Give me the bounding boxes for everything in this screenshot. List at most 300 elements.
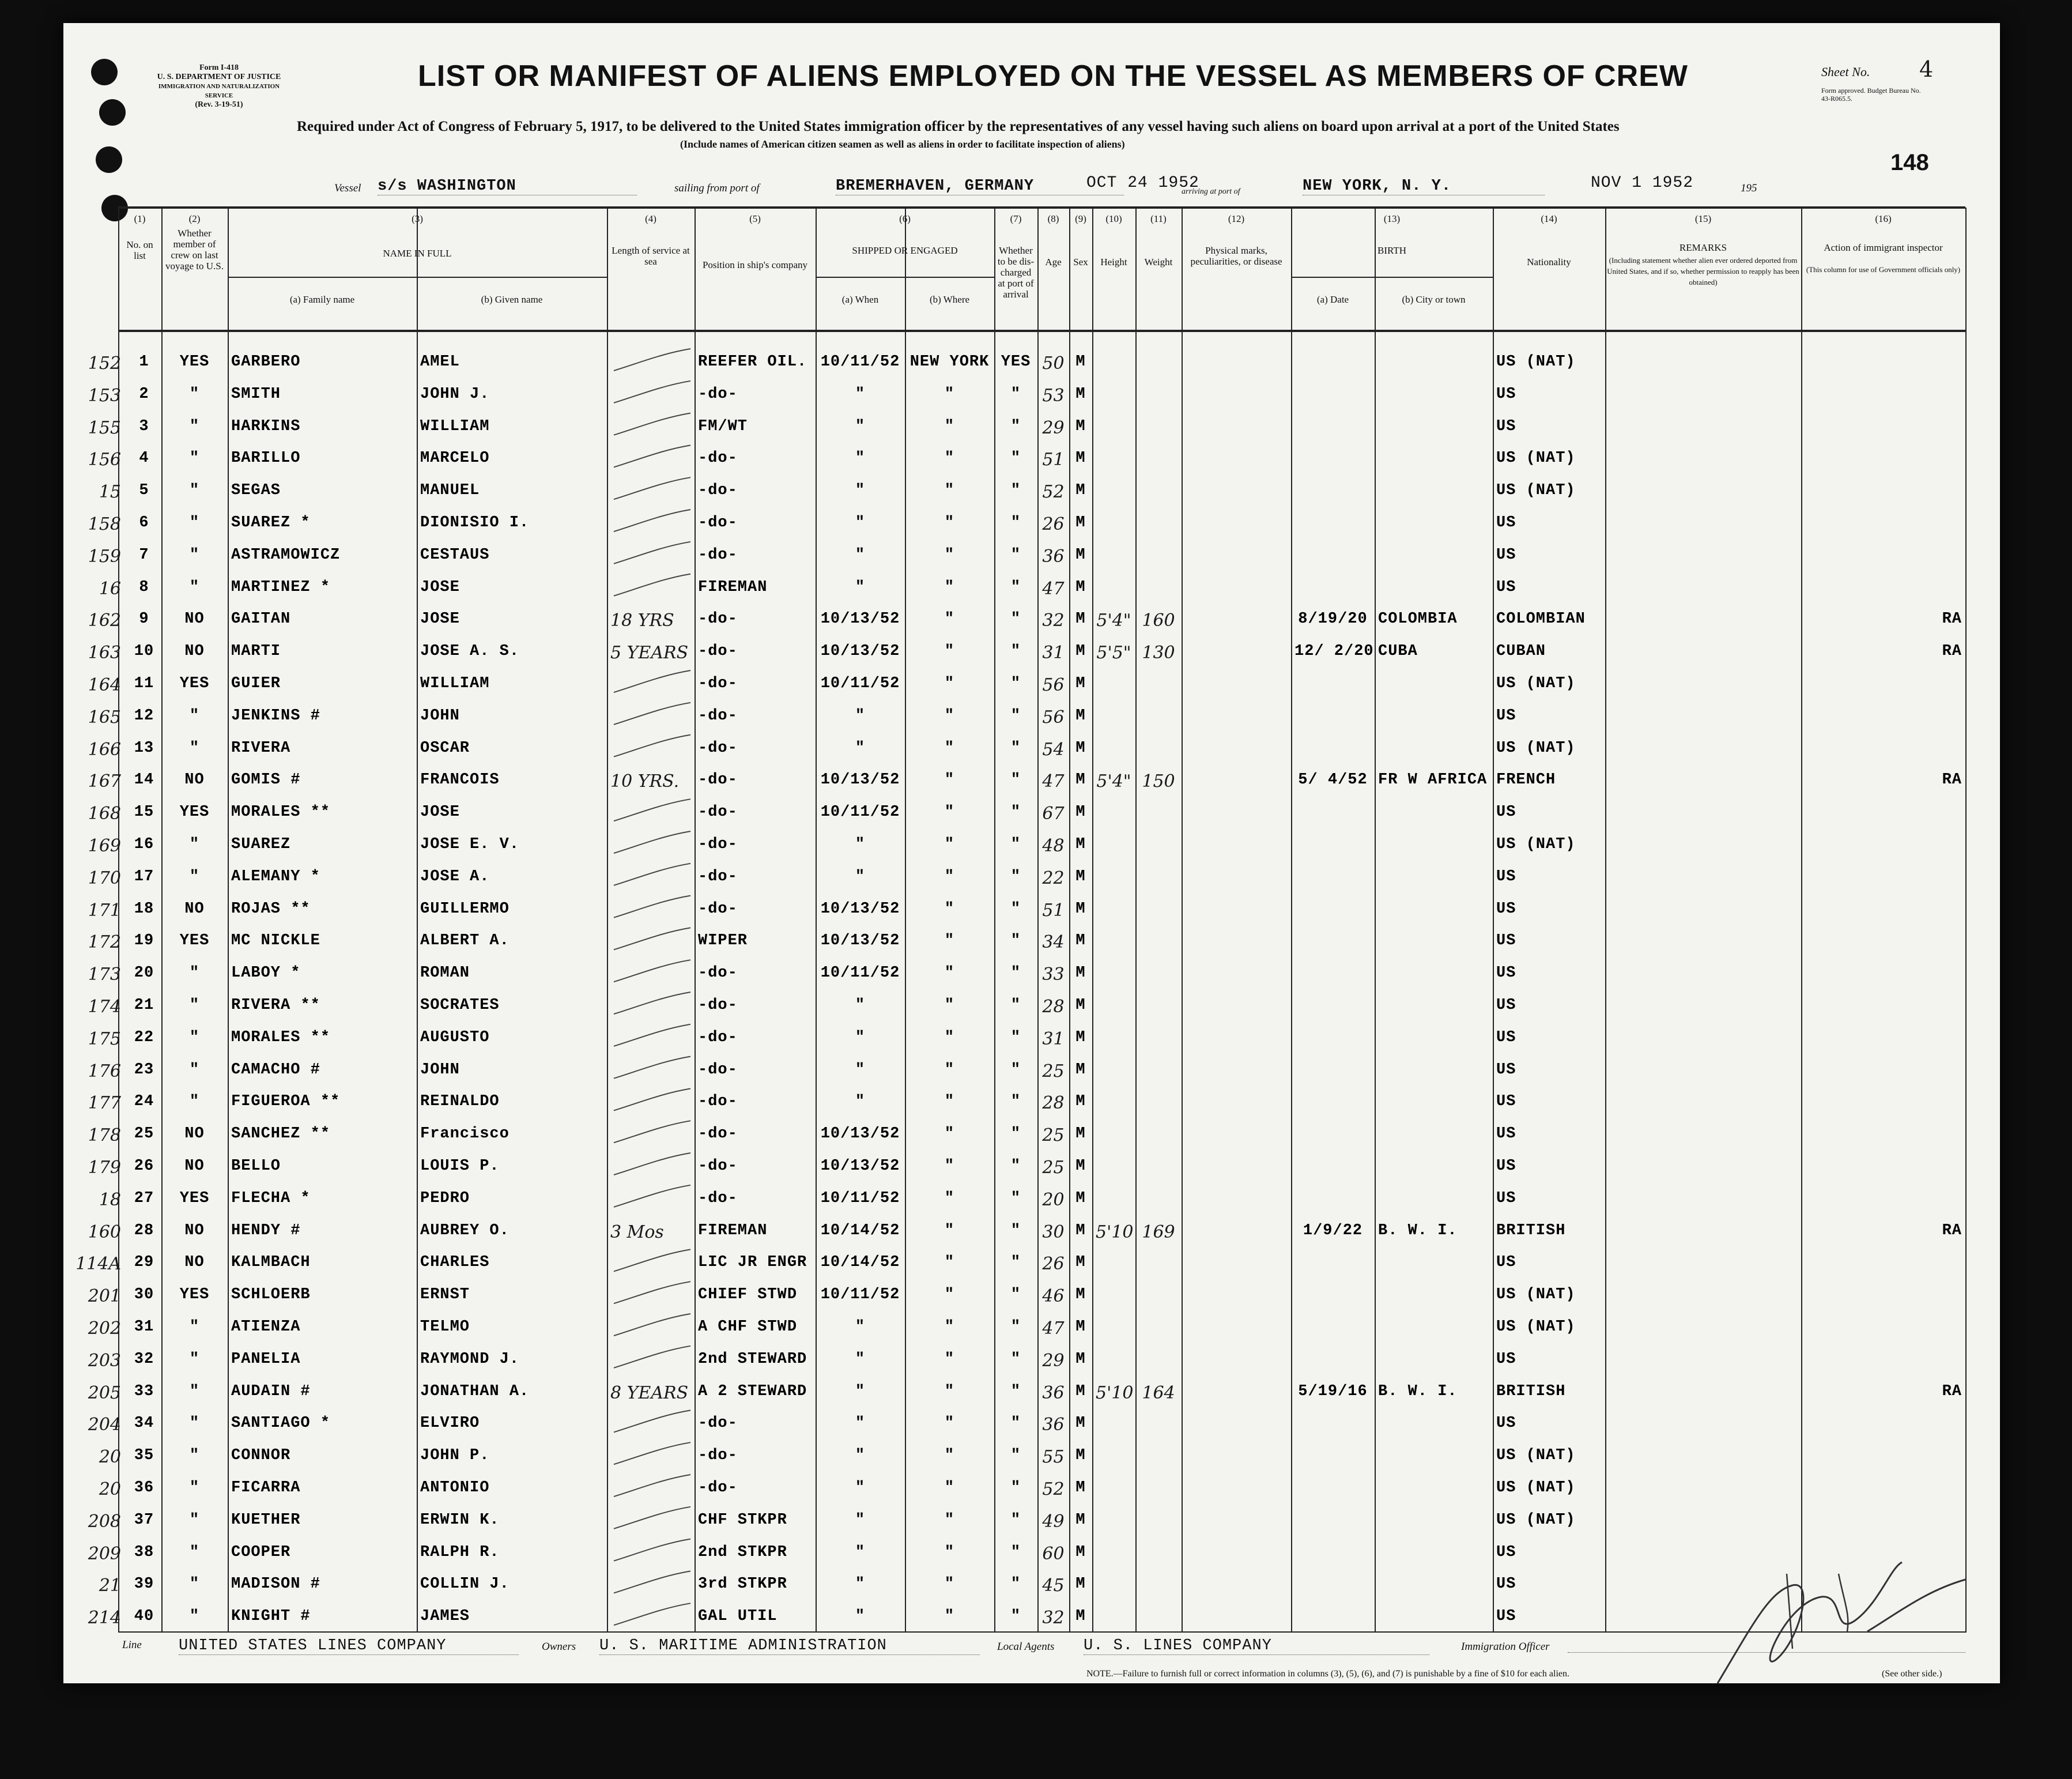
cell-age: 32 bbox=[1042, 1608, 1065, 1629]
cell-nat: US bbox=[1496, 1608, 1516, 1626]
cell-family: CAMACHO # bbox=[231, 1061, 320, 1079]
cell-margin: 152 bbox=[88, 353, 121, 374]
cell-position: -do- bbox=[698, 707, 738, 725]
line-company: UNITED STATES LINES COMPANY bbox=[179, 1637, 519, 1655]
cell-nat: BRITISH bbox=[1496, 1222, 1566, 1239]
vessel-label: Vessel bbox=[334, 182, 361, 194]
cell-where: " bbox=[944, 900, 955, 918]
cell-height: 5'4" bbox=[1096, 771, 1131, 792]
cell-when: " bbox=[855, 1543, 866, 1561]
cell-position: -do- bbox=[698, 643, 738, 661]
cell-margin: 158 bbox=[88, 514, 121, 534]
cell-last: " bbox=[189, 1576, 200, 1593]
cell-last: " bbox=[189, 707, 200, 725]
cell-sex: M bbox=[1075, 385, 1086, 403]
cell-margin: 205 bbox=[88, 1382, 121, 1403]
cell-margin: 172 bbox=[88, 932, 121, 953]
cell-nat: US bbox=[1496, 1254, 1516, 1272]
cell-when: " bbox=[855, 739, 866, 757]
cell-family: SEGAS bbox=[231, 482, 281, 500]
cell-no: 32 bbox=[134, 1350, 154, 1368]
cell-no: 37 bbox=[134, 1511, 154, 1529]
table-row bbox=[63, 1346, 1965, 1378]
cell-disch: " bbox=[1010, 450, 1021, 468]
inspector-signature bbox=[1706, 1499, 1983, 1689]
cell-given: SOCRATES bbox=[420, 997, 500, 1014]
cell-nat: US bbox=[1496, 1125, 1516, 1143]
cell-disch: " bbox=[1010, 997, 1021, 1014]
cell-when: 10/14/52 bbox=[820, 1254, 900, 1272]
cell-when: " bbox=[855, 546, 866, 564]
cell-given: AUGUSTO bbox=[420, 1028, 490, 1046]
cell-nat: US (NAT) bbox=[1496, 675, 1576, 692]
cell-family: SCHLOERB bbox=[231, 1286, 311, 1304]
cell-family: BELLO bbox=[231, 1158, 281, 1175]
table-row bbox=[63, 735, 1965, 767]
cell-height: 5'5" bbox=[1096, 643, 1131, 664]
cell-family: SMITH bbox=[231, 385, 281, 403]
column-header-nums-8: (9) bbox=[1075, 213, 1086, 224]
table-row bbox=[63, 960, 1965, 992]
cell-position: -do- bbox=[698, 1125, 738, 1143]
cell-margin: 208 bbox=[88, 1511, 121, 1532]
column-header-nums-5: (6) bbox=[899, 213, 911, 224]
cell-position: -do- bbox=[698, 868, 738, 885]
cell-position: LIC JR ENGR bbox=[698, 1254, 807, 1272]
cell-where: " bbox=[944, 1511, 955, 1529]
cell-sex: M bbox=[1075, 1028, 1086, 1046]
cell-age: 45 bbox=[1042, 1576, 1065, 1596]
cell-family: GAITAN bbox=[231, 610, 291, 628]
table-row bbox=[63, 1088, 1965, 1121]
cell-age: 55 bbox=[1042, 1447, 1065, 1468]
cell-given: MANUEL bbox=[420, 482, 480, 500]
cell-service: 18 YRS bbox=[610, 610, 674, 631]
cell-where: NEW YORK bbox=[909, 353, 990, 371]
cell-position: 2nd STEWARD bbox=[698, 1350, 807, 1368]
cell-last: " bbox=[189, 964, 200, 982]
form-id: Form I-418 U. S. DEPARTMENT OF JUSTICE IMMIGRATION AND NATURALIZATION SERVICE (Rev. 3-19-51) bbox=[157, 63, 281, 109]
cell-margin: 164 bbox=[88, 675, 121, 695]
table-row bbox=[63, 1121, 1965, 1153]
cell-given: RAYMOND J. bbox=[420, 1350, 520, 1368]
cell-no: 35 bbox=[134, 1447, 154, 1465]
cell-no: 10 bbox=[134, 643, 154, 661]
table-row bbox=[63, 1249, 1965, 1282]
cell-age: 33 bbox=[1042, 964, 1065, 985]
cell-nat: US bbox=[1496, 997, 1516, 1014]
cell-where: " bbox=[944, 1608, 955, 1626]
subtitle-note: (Include names of American citizen seamen as well as aliens in order to facilitate inspection of aliens) bbox=[680, 138, 1125, 150]
cell-disch: YES bbox=[1001, 353, 1031, 371]
cell-when: 10/13/52 bbox=[820, 1158, 900, 1175]
table-row bbox=[63, 1057, 1965, 1089]
table-row bbox=[63, 477, 1965, 510]
cell-where: " bbox=[944, 1447, 955, 1465]
cell-given: JOHN P. bbox=[420, 1447, 490, 1465]
cell-last: " bbox=[189, 1318, 200, 1336]
cell-position: FIREMAN bbox=[698, 1222, 768, 1239]
cell-disch: " bbox=[1010, 514, 1021, 532]
cell-disch: " bbox=[1010, 1415, 1021, 1433]
cell-age: 47 bbox=[1042, 771, 1065, 792]
cell-height: 5'4" bbox=[1096, 610, 1131, 631]
cell-age: 26 bbox=[1042, 1254, 1065, 1275]
cell-disch: " bbox=[1010, 836, 1021, 853]
column-header-c13b: (b) City or town bbox=[1402, 294, 1466, 305]
cell-margin: 167 bbox=[88, 771, 121, 792]
cell-last: NO bbox=[184, 1222, 205, 1239]
cell-position: -do- bbox=[698, 997, 738, 1014]
cell-last: " bbox=[189, 1608, 200, 1626]
cell-where: " bbox=[944, 707, 955, 725]
cell-where: " bbox=[944, 1479, 955, 1497]
manifest-sheet bbox=[63, 23, 2000, 1683]
cell-family: MORALES ** bbox=[231, 804, 331, 821]
cell-age: 53 bbox=[1042, 385, 1065, 406]
cell-position: CHIEF STWD bbox=[698, 1286, 798, 1304]
cell-age: 25 bbox=[1042, 1061, 1065, 1081]
cell-given: JOSE bbox=[420, 610, 460, 628]
see-other-side: (See other side.) bbox=[1882, 1669, 1942, 1679]
cell-no: 3 bbox=[139, 417, 149, 435]
table-row bbox=[63, 767, 1965, 799]
sail-date: OCT 24 1952 bbox=[1086, 174, 1199, 192]
cell-nat: US (NAT) bbox=[1496, 482, 1576, 500]
cell-position: -do- bbox=[698, 836, 738, 853]
cell-position: -do- bbox=[698, 739, 738, 757]
cell-nat: US (NAT) bbox=[1496, 353, 1576, 371]
cell-family: CONNOR bbox=[231, 1447, 291, 1465]
cell-when: 10/11/52 bbox=[820, 804, 900, 821]
cell-age: 31 bbox=[1042, 643, 1065, 664]
cell-when: " bbox=[855, 1093, 866, 1111]
cell-disch: " bbox=[1010, 1093, 1021, 1111]
cell-bdate: 8/19/20 bbox=[1298, 610, 1368, 628]
cell-bplace: COLOMBIA bbox=[1378, 610, 1458, 628]
cell-nat: US (NAT) bbox=[1496, 1479, 1576, 1497]
cell-bplace: B. W. I. bbox=[1378, 1382, 1458, 1400]
cell-family: KUETHER bbox=[231, 1511, 301, 1529]
cell-age: 56 bbox=[1042, 675, 1065, 695]
cell-where: " bbox=[944, 1318, 955, 1336]
cell-family: FIGUEROA ** bbox=[231, 1093, 341, 1111]
cell-margin: 153 bbox=[88, 385, 121, 406]
cell-family: AUDAIN # bbox=[231, 1382, 311, 1400]
cell-disch: " bbox=[1010, 1061, 1021, 1079]
cell-bplace: B. W. I. bbox=[1378, 1222, 1458, 1239]
cell-last: NO bbox=[184, 610, 205, 628]
cell-no: 15 bbox=[134, 804, 154, 821]
cell-no: 17 bbox=[134, 868, 154, 885]
cell-given: JONATHAN A. bbox=[420, 1382, 530, 1400]
cell-margin: 156 bbox=[88, 450, 121, 470]
cell-age: 31 bbox=[1042, 1028, 1065, 1049]
arrival-date: NOV 1 1952 bbox=[1591, 174, 1694, 192]
cell-last: NO bbox=[184, 1125, 205, 1143]
cell-position: 3rd STKPR bbox=[698, 1576, 787, 1593]
cell-position: -do- bbox=[698, 1093, 738, 1111]
cell-sex: M bbox=[1075, 1382, 1086, 1400]
cell-margin: 214 bbox=[88, 1608, 121, 1629]
cell-family: SUAREZ bbox=[231, 836, 291, 853]
cell-nat: US bbox=[1496, 868, 1516, 885]
cell-nat: US bbox=[1496, 964, 1516, 982]
cell-position: -do- bbox=[698, 804, 738, 821]
cell-when: 10/11/52 bbox=[820, 964, 900, 982]
cell-age: 30 bbox=[1042, 1222, 1065, 1242]
punch-hole bbox=[99, 99, 126, 126]
cell-sex: M bbox=[1075, 1415, 1086, 1433]
cell-when: " bbox=[855, 1479, 866, 1497]
cell-disch: " bbox=[1010, 417, 1021, 435]
cell-margin: 169 bbox=[88, 836, 121, 856]
cell-margin: 201 bbox=[88, 1286, 121, 1307]
cell-nat: US bbox=[1496, 1415, 1516, 1433]
cell-position: -do- bbox=[698, 1189, 738, 1207]
cell-when: 10/13/52 bbox=[820, 610, 900, 628]
cell-disch: " bbox=[1010, 1447, 1021, 1465]
cell-margin: 21 bbox=[99, 1576, 121, 1596]
cell-position: -do- bbox=[698, 1479, 738, 1497]
cell-age: 28 bbox=[1042, 1093, 1065, 1114]
cell-disch: " bbox=[1010, 546, 1021, 564]
cell-family: HARKINS bbox=[231, 417, 301, 435]
cell-no: 11 bbox=[134, 675, 154, 692]
cell-nat: US (NAT) bbox=[1496, 1286, 1576, 1304]
cell-no: 14 bbox=[134, 771, 154, 789]
cell-disch: " bbox=[1010, 1543, 1021, 1561]
cell-family: KALMBACH bbox=[231, 1254, 311, 1272]
cell-given: JOSE A. bbox=[420, 868, 490, 885]
cell-where: " bbox=[944, 804, 955, 821]
year-suffix: 195 bbox=[1741, 182, 1757, 194]
cell-margin: 176 bbox=[88, 1061, 121, 1081]
cell-disch: " bbox=[1010, 1576, 1021, 1593]
cell-family: GUIER bbox=[231, 675, 281, 692]
cell-family: MARTINEZ * bbox=[231, 578, 331, 596]
cell-given: ERWIN K. bbox=[420, 1511, 500, 1529]
cell-sex: M bbox=[1075, 578, 1086, 596]
cell-given: REINALDO bbox=[420, 1093, 500, 1111]
column-header-nums-7: (8) bbox=[1047, 213, 1059, 224]
cell-given: JOSE E. V. bbox=[420, 836, 520, 853]
table-row bbox=[63, 1314, 1965, 1346]
cell-margin: 178 bbox=[88, 1125, 121, 1146]
cell-last: " bbox=[189, 1479, 200, 1497]
cell-age: 34 bbox=[1042, 932, 1065, 953]
cell-sex: M bbox=[1075, 868, 1086, 885]
cell-age: 51 bbox=[1042, 900, 1065, 921]
cell-given: JOHN J. bbox=[420, 385, 490, 403]
cell-last: YES bbox=[179, 1189, 210, 1207]
cell-last: NO bbox=[184, 771, 205, 789]
cell-given: PEDRO bbox=[420, 1189, 470, 1207]
cell-where: " bbox=[944, 417, 955, 435]
cell-age: 47 bbox=[1042, 1318, 1065, 1339]
cell-disch: " bbox=[1010, 707, 1021, 725]
cell-no: 34 bbox=[134, 1415, 154, 1433]
cell-when: " bbox=[855, 1028, 866, 1046]
cell-family: FICARRA bbox=[231, 1479, 301, 1497]
table-row bbox=[63, 864, 1965, 896]
cell-sex: M bbox=[1075, 1447, 1086, 1465]
cell-disch: " bbox=[1010, 610, 1021, 628]
column-header-nums-15: (16) bbox=[1875, 213, 1892, 224]
cell-action: RA bbox=[1942, 610, 1962, 628]
cell-given: CESTAUS bbox=[420, 546, 490, 564]
cell-given: JOSE A. S. bbox=[420, 643, 520, 661]
cell-when: " bbox=[855, 1415, 866, 1433]
cell-no: 31 bbox=[134, 1318, 154, 1336]
arriving-label: arriving at port of bbox=[1182, 187, 1240, 196]
cell-nat: US bbox=[1496, 1028, 1516, 1046]
cell-where: " bbox=[944, 1382, 955, 1400]
cell-margin: 16 bbox=[99, 578, 121, 599]
cell-last: NO bbox=[184, 900, 205, 918]
cell-last: " bbox=[189, 514, 200, 532]
cell-no: 9 bbox=[139, 610, 149, 628]
cell-sex: M bbox=[1075, 546, 1086, 564]
cell-margin: 165 bbox=[88, 707, 121, 728]
cell-when: 10/11/52 bbox=[820, 1286, 900, 1304]
cell-nat: US bbox=[1496, 1061, 1516, 1079]
cell-where: " bbox=[944, 1286, 955, 1304]
cell-age: 20 bbox=[1042, 1189, 1065, 1210]
cell-age: 36 bbox=[1042, 1382, 1065, 1403]
cell-sex: M bbox=[1075, 771, 1086, 789]
cell-margin: 203 bbox=[88, 1350, 121, 1371]
column-header-c7: Whether to be dis-charged at port of arrival bbox=[997, 245, 1035, 300]
table-row bbox=[63, 928, 1965, 960]
cell-last: " bbox=[189, 997, 200, 1014]
cell-sex: M bbox=[1075, 482, 1086, 500]
cell-disch: " bbox=[1010, 675, 1021, 692]
cell-age: 25 bbox=[1042, 1158, 1065, 1178]
table-row bbox=[63, 638, 1965, 670]
column-header-nums-6: (7) bbox=[1010, 213, 1022, 224]
cell-no: 29 bbox=[134, 1254, 154, 1272]
column-header-c10: Height bbox=[1100, 257, 1127, 267]
cell-last: " bbox=[189, 1543, 200, 1561]
cell-when: " bbox=[855, 1608, 866, 1626]
cell-no: 39 bbox=[134, 1576, 154, 1593]
cell-given: AMEL bbox=[420, 353, 460, 371]
cell-given: ALBERT A. bbox=[420, 932, 509, 950]
cell-when: " bbox=[855, 1318, 866, 1336]
table-row bbox=[63, 1603, 1965, 1635]
table-row bbox=[63, 896, 1965, 928]
cell-family: LABOY * bbox=[231, 964, 301, 982]
cell-age: 36 bbox=[1042, 546, 1065, 567]
table-row bbox=[63, 1282, 1965, 1314]
cell-margin: 159 bbox=[88, 546, 121, 567]
column-header-c16note: (This column for use of Government officials only) bbox=[1806, 265, 1961, 274]
cell-family: RIVERA bbox=[231, 739, 291, 757]
cell-sex: M bbox=[1075, 1189, 1086, 1207]
cell-bdate: 12/ 2/20 bbox=[1294, 643, 1374, 661]
cell-service: 5 YEARS bbox=[610, 643, 689, 664]
cell-when: " bbox=[855, 836, 866, 853]
table-row bbox=[63, 510, 1965, 542]
column-header-nums-3: (4) bbox=[645, 213, 656, 224]
cell-sex: M bbox=[1075, 643, 1086, 661]
port-to: NEW YORK, N. Y. bbox=[1303, 178, 1545, 195]
cell-nat: US bbox=[1496, 1158, 1516, 1175]
subheader-rule bbox=[1291, 277, 1493, 278]
cell-margin: 174 bbox=[88, 997, 121, 1017]
cell-where: " bbox=[944, 1061, 955, 1079]
cell-sex: M bbox=[1075, 1286, 1086, 1304]
cell-no: 18 bbox=[134, 900, 154, 918]
cell-when: " bbox=[855, 450, 866, 468]
cell-given: JAMES bbox=[420, 1608, 470, 1626]
cell-no: 19 bbox=[134, 932, 154, 950]
column-header-c16: Action of immigrant inspector bbox=[1824, 242, 1943, 253]
cell-where: " bbox=[944, 1158, 955, 1175]
cell-last: " bbox=[189, 739, 200, 757]
cell-position: FIREMAN bbox=[698, 578, 768, 596]
cell-nat: US (NAT) bbox=[1496, 450, 1576, 468]
cell-weight: 160 bbox=[1142, 610, 1175, 631]
cell-no: 23 bbox=[134, 1061, 154, 1079]
cell-given: LOUIS P. bbox=[420, 1158, 500, 1175]
cell-disch: " bbox=[1010, 804, 1021, 821]
cell-sex: M bbox=[1075, 1254, 1086, 1272]
column-header-nums-1: (2) bbox=[188, 213, 201, 224]
cell-last: NO bbox=[184, 1254, 205, 1272]
cell-sex: M bbox=[1075, 1576, 1086, 1593]
cell-disch: " bbox=[1010, 1189, 1021, 1207]
cell-disch: " bbox=[1010, 868, 1021, 885]
cell-no: 7 bbox=[139, 546, 149, 564]
cell-family: HENDY # bbox=[231, 1222, 301, 1239]
cell-given: ERNST bbox=[420, 1286, 470, 1304]
cell-last: NO bbox=[184, 643, 205, 661]
cell-age: 36 bbox=[1042, 1415, 1065, 1435]
cell-sex: M bbox=[1075, 417, 1086, 435]
cell-last: " bbox=[189, 1350, 200, 1368]
cell-no: 16 bbox=[134, 836, 154, 853]
cell-disch: " bbox=[1010, 964, 1021, 982]
cell-family: GARBERO bbox=[231, 353, 301, 371]
cell-family: JENKINS # bbox=[231, 707, 320, 725]
cell-when: " bbox=[855, 1061, 866, 1079]
cell-when: 10/14/52 bbox=[820, 1222, 900, 1239]
cell-sex: M bbox=[1075, 1061, 1086, 1079]
cell-last: YES bbox=[179, 675, 210, 692]
cell-given: Francisco bbox=[420, 1125, 509, 1143]
cell-where: " bbox=[944, 482, 955, 500]
cell-age: 51 bbox=[1042, 450, 1065, 470]
owners-value: U. S. MARITIME ADMINISTRATION bbox=[599, 1637, 980, 1655]
cell-sex: M bbox=[1075, 1318, 1086, 1336]
cell-last: " bbox=[189, 1061, 200, 1079]
cell-when: " bbox=[855, 1382, 866, 1400]
cell-given: RALPH R. bbox=[420, 1543, 500, 1561]
cell-margin: 168 bbox=[88, 804, 121, 824]
cell-when: " bbox=[855, 868, 866, 885]
cell-position: -do- bbox=[698, 450, 738, 468]
cell-where: " bbox=[944, 1125, 955, 1143]
cell-family: BARILLO bbox=[231, 450, 301, 468]
cell-position: -do- bbox=[698, 1061, 738, 1079]
column-header-nums-14: (15) bbox=[1694, 213, 1712, 224]
cell-given: WILLIAM bbox=[420, 417, 490, 435]
cell-where: " bbox=[944, 450, 955, 468]
cell-where: " bbox=[944, 771, 955, 789]
table-row bbox=[63, 1507, 1965, 1539]
